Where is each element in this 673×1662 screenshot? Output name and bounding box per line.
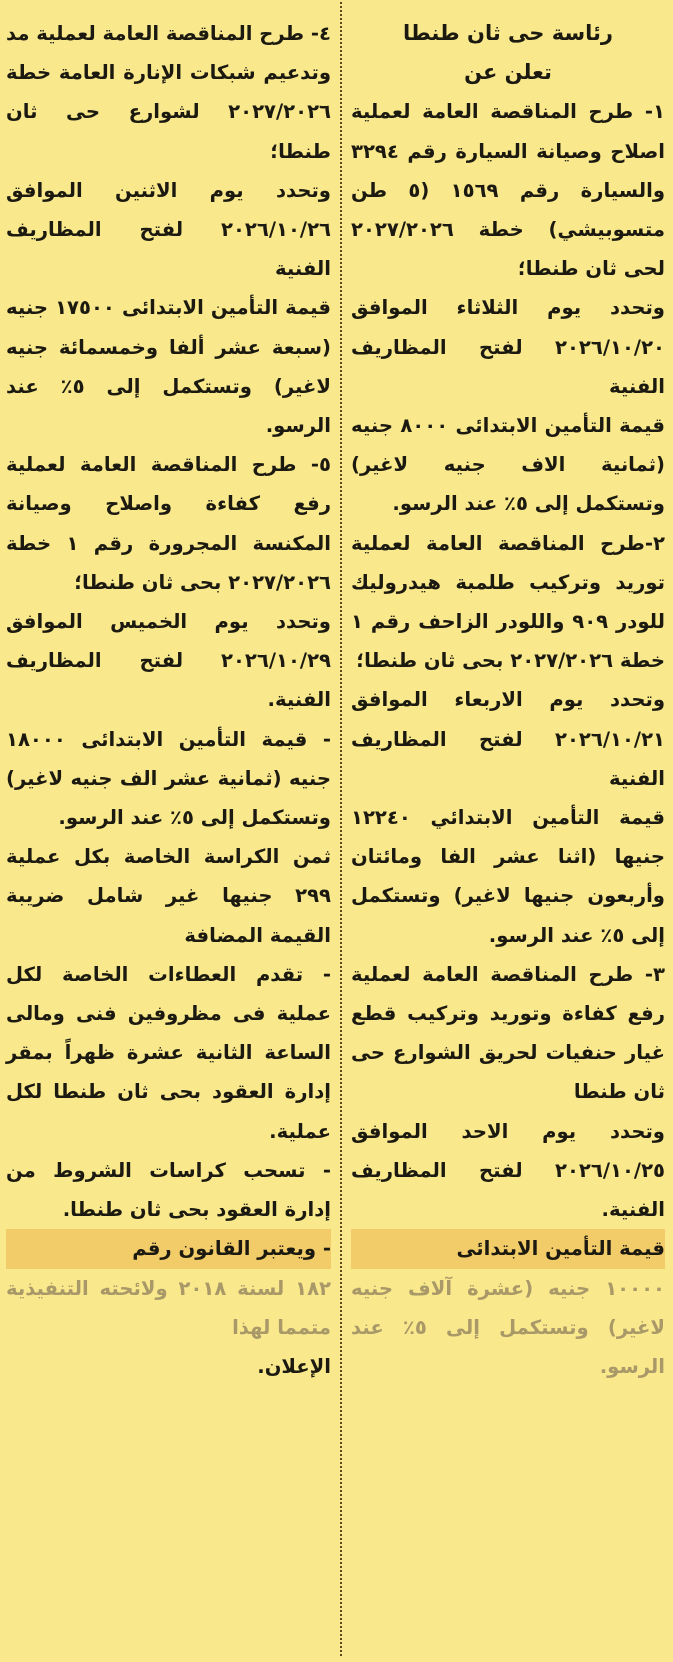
tender-item-3: ٣- طرح المناقصة العامة لعملية رفع كفاءة وتوريد وتركيب قطع غيار حنفيات لحريق الشوارع حى ثان طنطا xyxy=(351,962,665,1104)
tender-item-3-deposit-text: ١٠٠٠٠ جنيه (عشرة آلاف جنيه لاغير) وتستكمل إلى ٥٪ عند الرسو. xyxy=(351,1276,665,1378)
tender-item-5-deposit: - قيمة التأمين الابتدائى ١٨٠٠٠ جنيه (ثمانية عشر الف جنيه لاغير) وتستكمل إلى ٥٪ عند الرسو. xyxy=(6,727,331,830)
announcement-subtitle: تعلن عن xyxy=(464,60,552,85)
law-clause-text: ١٨٢ لسنة ٢٠١٨ ولائحته التنفيذية متمما لهذا xyxy=(6,1276,331,1339)
tender-item-1: ١- طرح المناقصة العامة لعملية اصلاح وصيانة السيارة رقم ٣٢٩٤ والسيارة رقم ١٥٦٩ (٥ طن متسوبيشي) خطة ٢٠٢٧/٢٠٢٦ لحى ثان طنطا؛ xyxy=(351,100,665,281)
booklet-price: ثمن الكراسة الخاصة بكل عملية ٢٩٩ جنيها غير شامل ضريبة القيمة المضافة xyxy=(6,845,331,947)
tender-item-2-date: وتحدد يوم الاربعاء الموافق ٢٠٢٦/١٠/٢١ لفتح المظاريف الفنية xyxy=(351,688,665,790)
tender-item-5: ٥- طرح المناقصة العامة لعملية رفع كفاءة واصلاح وصيانة المكنسة المجرورة رقم ١ خطة ٢٠٢٧/٢٠٢٦ بحى ثان طنطا؛ xyxy=(6,453,331,594)
tender-item-2: ٢-طرح المناقصة العامة لعملية توريد وتركيب طلمبة هيدروليك للودر ٩٠٩ واللودر الزاحف رقم ١ خطة ٢٠٢٧/٢٠٢٦ بحى ثان طنطا؛ xyxy=(351,531,665,673)
tender-item-4-date: وتحدد يوم الاثنين الموافق ٢٠٢٦/١٠/٢٦ لفتح المظاريف الفنية xyxy=(6,178,331,281)
bids-submission-note: - تقدم العطاءات الخاصة لكل عملية فى مظروفين فنى ومالى الساعة الثانية عشرة ظهراً بمقر إدارة العقود بحى ثان طنطا لكل عملية. xyxy=(6,962,331,1143)
left-column xyxy=(6,14,331,1652)
tender-item-3-date: وتحدد يوم الاحد الموافق ٢٠٢٦/١٠/٢٥ لفتح المظاريف الفنية. xyxy=(351,1119,665,1222)
law-clause-end: الإعلان. xyxy=(257,1354,331,1378)
tender-item-3-deposit-heading: قيمة التأمين الابتدائى xyxy=(351,1229,665,1268)
announcement-title: رئاسة حى ثان طنطا xyxy=(403,21,613,45)
column-divider xyxy=(340,2,342,1656)
law-clause-heading: - ويعتبر القانون رقم xyxy=(6,1229,331,1268)
conditions-pickup-note: - تسحب كراسات الشروط من إدارة العقود بحى ثان طنطا. xyxy=(6,1158,331,1222)
tender-item-1-deposit: قيمة التأمين الابتدائى ٨٠٠٠ جنيه (ثمانية الاف جنيه لاغير) وتستكمل إلى ٥٪ عند الرسو. xyxy=(351,414,665,516)
tender-item-4-deposit: قيمة التأمين الابتدائى ١٧٥٠٠ جنيه (سبعة عشر ألفا وخمسمائة جنيه لاغير) وتستكمل إلى ٥٪ عند الرسو. xyxy=(6,296,331,438)
tender-item-1-date: وتحدد يوم الثلاثاء الموافق ٢٠٢٦/١٠/٢٠ لفتح المظاريف الفنية xyxy=(351,296,665,398)
tender-item-5-date: وتحدد يوم الخميس الموافق ٢٠٢٦/١٠/٢٩ لفتح المظاريف الفنية. xyxy=(6,610,331,712)
right-column xyxy=(351,14,665,1652)
tender-item-2-deposit: قيمة التأمين الابتدائي ١٢٢٤٠ جنيها (اثنا عشر الفا ومائتان وأربعون جنيها لاغير) وتستكمل إلى ٥٪ عند الرسو. xyxy=(351,806,665,947)
tender-item-3-deposit xyxy=(351,1269,665,1387)
tender-item-4: ٤- طرح المناقصة العامة لعملية مد وتدعيم شبكات الإنارة العامة خطة ٢٠٢٧/٢٠٢٦ لشوارع حى ثان طنطا؛ xyxy=(6,22,331,163)
